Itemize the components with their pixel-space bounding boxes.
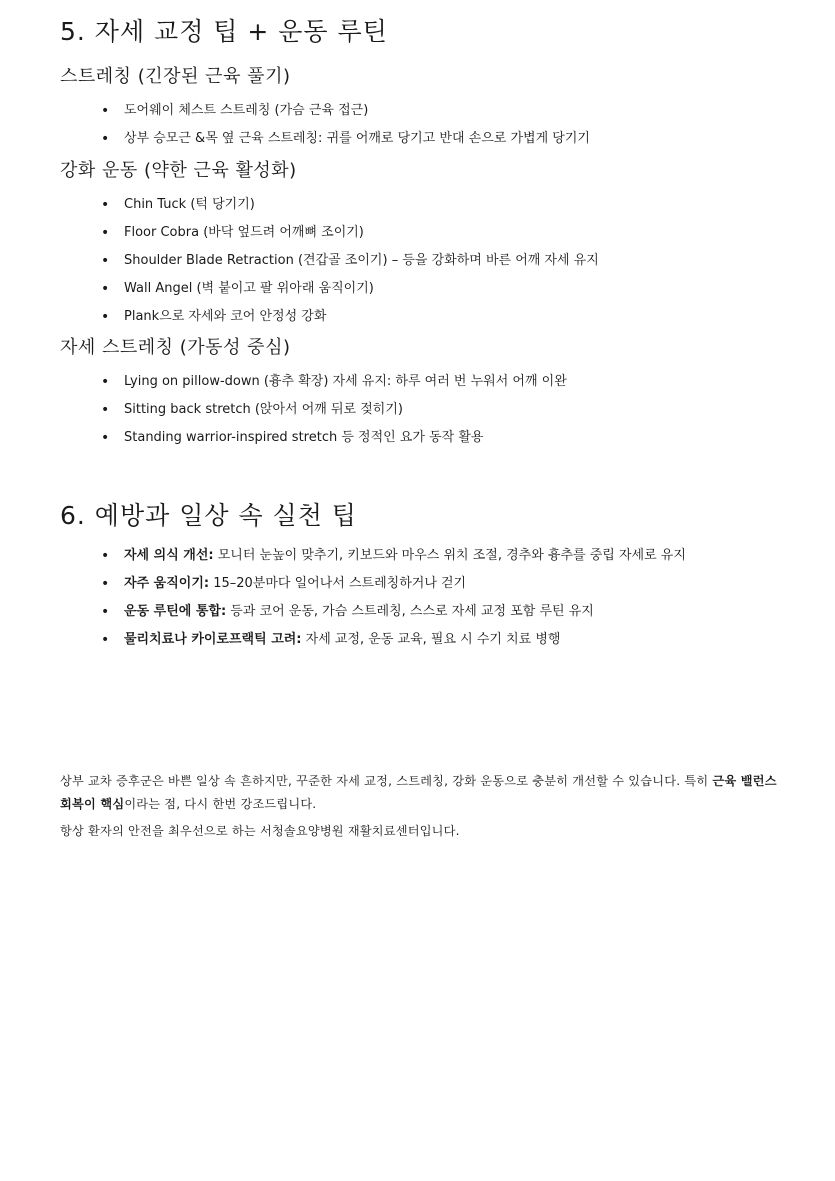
bullet-icon: • [101,197,110,213]
prevention-list [0,546,835,658]
list-item: • 상부 승모근 &목 옆 근육 스트레칭: 귀를 어깨로 당기고 반대 손으로 가볍게 당기기 [101,131,590,147]
bullet-icon: • [101,103,110,119]
bullet-icon: • [101,253,110,269]
bullet-icon: • [101,225,110,241]
section-6-title: 6. 예방과 일상 속 실천 팁 [60,501,357,530]
stretching-heading: 스트레칭 (긴장된 근육 풀기) [60,66,291,87]
list-item: • Chin Tuck (턱 당기기) [101,197,255,213]
list-item: • Lying on pillow-down (흉추 확장) 자세 유지: 하루 여러 번 누워서 어깨 이완 [101,374,567,390]
bullet-icon: • [101,632,110,648]
list-item: • Standing warrior-inspired stretch 등 정적인 요가 동작 활용 [101,430,484,446]
bullet-icon: • [101,131,110,147]
list-item: • 자주 움직이기: 15–20분마다 일어나서 스트레칭하거나 걷기 [101,576,467,592]
stretching-list [0,101,835,157]
list-item: • 자세 의식 개선: 모니터 눈높이 맞추기, 키보드와 마우스 위치 조절, 경추와 흉추를 중립 자세로 유지 [101,548,686,564]
list-item: • Plank으로 자세와 코어 안정성 강화 [101,309,327,325]
strengthening-list [0,195,835,335]
emphasis-text: 근육 밸런스 회복이 핵심 [60,774,777,811]
posture-stretch-heading: 자세 스트레칭 (가동성 중심) [60,337,291,358]
conclusion-paragraph: 상부 교차 증후군은 바쁜 일상 속 흔하지만, 꾸준한 자세 교정, 스트레칭, 강화 운동으로 충분히 개선할 수 있습니다. 특히 근육 밸런스 회복이 핵심이라는 점, 다시 한번 강조드립니다. [60,774,777,811]
list-item: • Shoulder Blade Retraction (견갑골 조이기) – 등을 강화하며 바른 어깨 자세 유지 [101,253,599,269]
section-5-title: 5. 자세 교정 팁 + 운동 루틴 [60,17,388,46]
bullet-icon: • [101,309,110,325]
list-item: • 물리치료나 카이로프랙틱 고려: 자세 교정, 운동 교육, 필요 시 수기 치료 병행 [101,632,561,648]
bullet-icon: • [101,430,110,446]
posture-stretch-list [0,372,835,456]
bullet-icon: • [101,576,110,592]
strengthening-heading: 강화 운동 (약한 근육 활성화) [60,160,297,181]
list-item: • Sitting back stretch (앉아서 어깨 뒤로 젖히기) [101,402,403,418]
list-item: • Floor Cobra (바닥 엎드려 어깨뼈 조이기) [101,225,364,241]
list-item: • Wall Angel (벽 붙이고 팔 위아래 움직이기) [101,281,374,297]
bullet-icon: • [101,374,110,390]
bullet-icon: • [101,281,110,297]
closing-statement: 항상 환자의 안전을 최우선으로 하는 서청솔요양병원 재활치료센터입니다. [60,824,460,838]
bullet-icon: • [101,604,110,620]
bullet-icon: • [101,402,110,418]
list-item: • 운동 루틴에 통합: 등과 코어 운동, 가슴 스트레칭, 스스로 자세 교정 포함 루틴 유지 [101,604,594,620]
bullet-icon: • [101,548,110,564]
list-item: • 도어웨이 체스트 스트레칭 (가슴 근육 접근) [101,103,369,119]
